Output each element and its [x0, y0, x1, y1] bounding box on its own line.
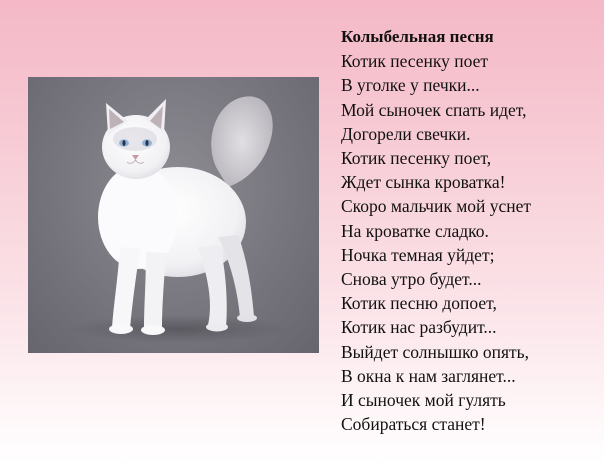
cat-photo — [28, 77, 319, 353]
poem-line: Выйдет солнышко опять, — [341, 341, 530, 362]
poem-line: Ночка темная уйдет; — [341, 244, 495, 265]
white-cat-illustration — [28, 77, 319, 353]
poem-line: Котик песенку поет — [341, 51, 489, 72]
poem-line: Ждет сынка кроватка! — [341, 172, 506, 193]
poem-line: Скоро мальчик мой уснет — [341, 196, 532, 217]
poem-line: Мой сыночек спать идет, — [341, 99, 527, 120]
poem-block — [341, 25, 596, 436]
poem-line: Котик песенку поет, — [341, 148, 492, 169]
poem-title: Колыбельная песня — [341, 27, 494, 46]
poem-line: На кроватке сладко. — [341, 220, 489, 241]
poem-line: Котик нас разбудит... — [341, 317, 497, 338]
poem-line: В окна к нам заглянет... — [341, 365, 516, 386]
poem-line: Снова утро будет... — [341, 269, 482, 290]
poem-line: В уголке у печки... — [341, 75, 480, 96]
poem-line: Собираться станет! — [341, 414, 486, 435]
poem-line: Котик песню допоет, — [341, 293, 497, 314]
poem-line: Догорели свечки. — [341, 123, 471, 144]
poem-line: И сыночек мой гулять — [341, 390, 506, 411]
